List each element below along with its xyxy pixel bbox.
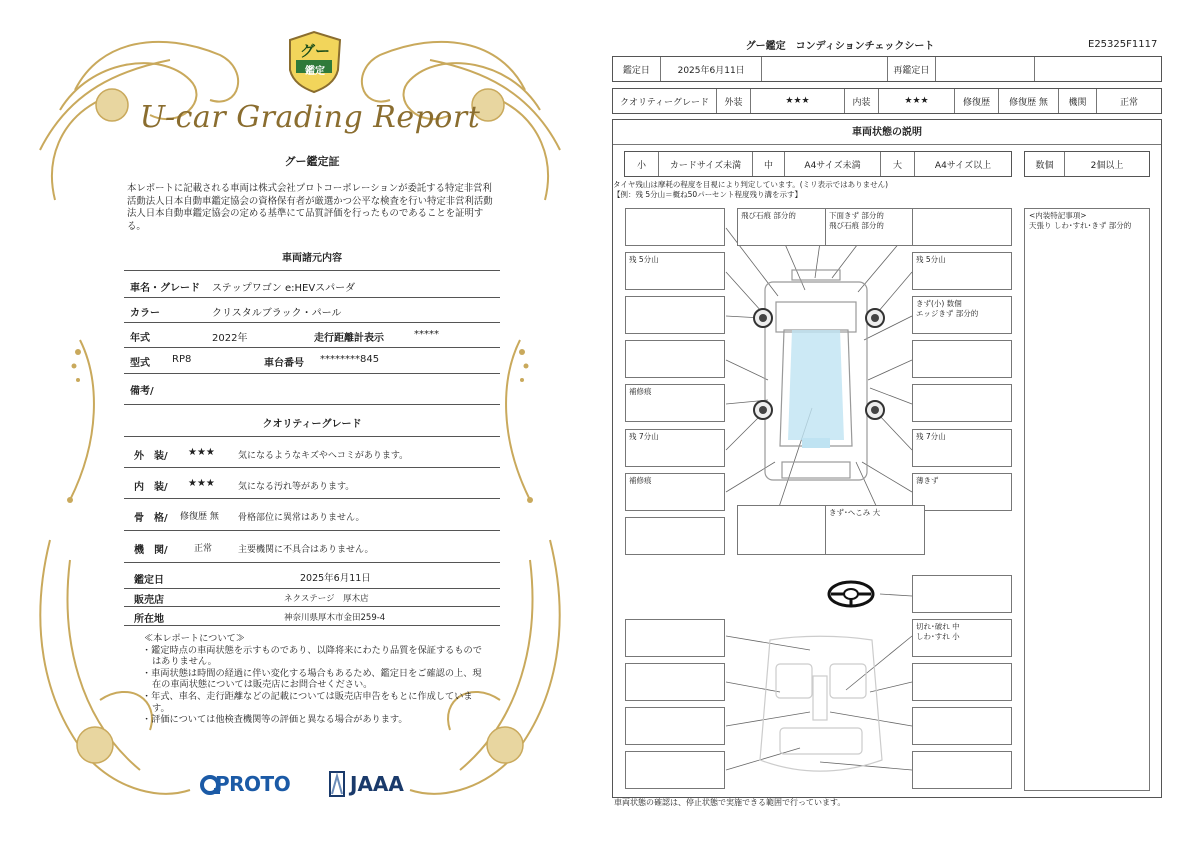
count-label: 数個 (1025, 152, 1065, 176)
interior-notes (1024, 208, 1150, 791)
quality-row-interior (124, 468, 500, 499)
notice-item-3: ・年式、車名、走行距離などの記載については販売店申告をもとに作成しています。 (142, 690, 473, 714)
exterior-value: ★★★ (751, 89, 845, 113)
box-right-tire-rear (912, 429, 1012, 467)
box-left-tire-rear (625, 429, 725, 467)
box-front-left (625, 208, 725, 246)
box-left-repair-1 (625, 384, 725, 422)
address-label: 所在地 (134, 614, 164, 625)
box-top-2-text: 下面きず 部分的 飛び石痕 部分的 (829, 211, 884, 230)
condition-check-sheet (600, 0, 1200, 848)
jaaa-logo: JAAA (350, 772, 404, 796)
size-small: 小 (625, 152, 659, 176)
box-wheel (912, 575, 1012, 613)
report-script-title: U-car Grading Report (139, 100, 481, 135)
box-right-light-text: 薄きず (916, 476, 939, 485)
quality-interior-label: 内 装/ (134, 482, 168, 493)
appraisal-date-value: 2025年6月11日 (300, 573, 371, 584)
box-rear-center (737, 505, 837, 555)
exterior-label: 外装 (717, 89, 751, 113)
box-right-tire-rear-text: 残 7分山 (916, 432, 946, 441)
box-right-scratch (912, 296, 1012, 334)
quality-engine-label: 機 関/ (134, 545, 168, 556)
address-value: 神奈川県厚木市金田259-4 (284, 613, 386, 623)
box-right-light (912, 473, 1012, 511)
box-int-right-4 (912, 751, 1012, 789)
date-blank (762, 57, 888, 81)
box-left-tire-front-text: 残 5分山 (629, 255, 659, 264)
box-int-left-1 (625, 619, 725, 657)
spec-vin-label: 車台番号 (264, 358, 304, 369)
quality-frame-comment: 骨格部位に異常はありません。 (238, 513, 365, 523)
quality-row-engine (124, 531, 500, 563)
dealer-value: ネクステージ 厚木店 (284, 594, 369, 604)
sheet-footer: 車両状態の確認は、停止状態で実施できる範囲で行っています。 (614, 798, 846, 807)
box-right-tire-front (912, 252, 1012, 290)
spec-row-model (124, 348, 500, 374)
spec-model-label: 型式 (130, 358, 150, 369)
sheet-id: E25325F1117 (1088, 39, 1158, 50)
spec-row-color (124, 298, 500, 323)
spec-name-value: ステップワゴン e:HEVスパーダ (212, 283, 356, 294)
jaaa-logo-icon (326, 770, 348, 798)
spec-top-rule (124, 270, 500, 271)
spec-color-value: クリスタルブラック・パール (212, 308, 342, 319)
reappraisal-label: 再鑑定日 (888, 57, 936, 81)
box-rear-dent (825, 505, 925, 555)
box-left-tire-rear-text: 残 7分山 (629, 432, 659, 441)
quality-frame-grade: 修復歴 無 (180, 512, 219, 522)
appraisal-date-label: 鑑定日 (134, 575, 164, 586)
reappraisal-blank (1035, 57, 1161, 81)
box-int-left-2 (625, 663, 725, 701)
spec-color-label: カラー (130, 308, 160, 319)
report-notice (140, 633, 490, 726)
notes-title: <内装特記事項> (1029, 211, 1087, 220)
quality-frame-label: 骨 格/ (134, 513, 168, 524)
box-wheel-damage (912, 619, 1012, 657)
repair-value: 修復歴 無 (999, 89, 1059, 113)
spec-vin-value: ********845 (320, 354, 380, 365)
spec-row-name (124, 272, 500, 298)
quality-row-frame (124, 499, 500, 531)
box-top-1 (737, 208, 837, 246)
proto-logo: PROTO (215, 772, 291, 796)
certificate-description: 本レポートに記載される車両は株式会社プロトコーポレーションが委託する特定非営利活動法人日本自動車鑑定協会の資格保有者が厳選かつ公平な検査を行い特定非営利活動法人日本自動車鑑定協会の定める基準にて品質評価を行ったものであることを証明する。 (127, 183, 493, 232)
interior-label: 内装 (845, 89, 879, 113)
date-value: 2025年6月11日 (661, 57, 763, 81)
interior-value: ★★★ (879, 89, 955, 113)
box-left-repair-2-text: 補修痕 (629, 476, 652, 485)
size-legend-table (624, 151, 1012, 177)
box-left-tire-front (625, 252, 725, 290)
spec-model-value: RP8 (172, 354, 192, 365)
quality-engine-comment: 主要機関に不具合はありません。 (238, 545, 374, 555)
grade-table (612, 88, 1162, 114)
box-right-4 (912, 340, 1012, 378)
tire-note-line-2: 【例：残 5分山＝概ね50パーセント程度残り溝を示す】 (613, 190, 803, 199)
date-table (612, 56, 1162, 82)
box-int-right-2 (912, 663, 1012, 701)
engine-label: 機関 (1059, 89, 1097, 113)
quality-exterior-comment: 気になるようなキズやヘコミがあります。 (238, 451, 409, 461)
repair-label: 修復歴 (955, 89, 999, 113)
spec-section-title: 車両諸元内容 (282, 253, 342, 264)
size-mid: 中 (753, 152, 785, 176)
spec-year-label: 年式 (130, 333, 150, 344)
spec-mileage-label: 走行距離計表示 (314, 333, 384, 344)
quality-section-title: クオリティーグレード (262, 419, 362, 430)
box-right-tire-front-text: 残 5分山 (916, 255, 946, 264)
spec-row-remarks (124, 374, 500, 405)
dealer-label: 販売店 (134, 595, 164, 606)
box-left-repair-1-text: 補修痕 (629, 387, 652, 396)
certificate-title: グー鑑定証 (284, 155, 340, 168)
box-front-right (912, 208, 1012, 246)
box-right-scratch-text: きず(小) 数個 エッジきず 部分的 (916, 299, 979, 318)
notice-item-2: ・車両状態は時間の経過に伴い変化する場合もあるため、鑑定日をご確認の上、現在の車両状態については販売店にお問合せください。 (142, 667, 482, 691)
quality-title-row (124, 405, 500, 437)
size-large: 大 (881, 152, 915, 176)
size-small-desc: カードサイズ未満 (659, 152, 753, 176)
spec-year-value: 2022年 (212, 333, 248, 344)
box-rear-left (625, 517, 725, 555)
quality-exterior-label: 外 装/ (134, 451, 168, 462)
box-int-left-4 (625, 751, 725, 789)
box-left-3 (625, 296, 725, 334)
spec-name-label: 車名・グレード (130, 283, 200, 294)
tire-note-line-1: タイヤ残山は摩耗の程度を目視により判定しています。(ミリ表示ではありません) (613, 180, 889, 189)
count-legend-table (1024, 151, 1150, 177)
engine-value: 正常 (1119, 97, 1138, 108)
dealer-row (124, 589, 500, 607)
date-label: 鑑定日 (613, 57, 661, 81)
appraisal-date-row (124, 563, 500, 589)
box-int-left-3 (625, 707, 725, 745)
box-top-2 (825, 208, 925, 246)
quality-exterior-grade: ★★★ (188, 447, 215, 458)
size-large-desc: A4サイズ以上 (934, 160, 992, 171)
notice-item-1: ・鑑定時点の車両状態を示すものであり、以降将来にわたり品質を保証するものではありません。 (142, 644, 482, 668)
address-row (124, 607, 500, 626)
grade-label: クオリティーグレード (613, 89, 717, 113)
quality-interior-grade: ★★★ (188, 478, 215, 489)
box-wheel-damage-text: 切れ･破れ 中 しわ･すれ 小 (916, 622, 960, 641)
badge-logo-sub: 鑑定 (305, 66, 325, 77)
quality-row-exterior (124, 437, 500, 468)
quality-interior-comment: 気になる汚れ等があります。 (238, 482, 355, 492)
panel-title: 車両状態の説明 (613, 120, 1161, 145)
quality-engine-grade: 正常 (194, 544, 213, 554)
spec-row-year (124, 323, 500, 348)
notice-item-4: ・評価については他検査機関等の評価と異なる場合があります。 (142, 714, 408, 726)
count-desc: 2個以上 (1090, 160, 1124, 171)
box-right-5 (912, 384, 1012, 422)
spec-remarks-label: 備考/ (130, 386, 154, 397)
tire-note (613, 180, 888, 200)
reappraisal-value (936, 57, 1036, 81)
size-mid-desc: A4サイズ未満 (785, 152, 881, 176)
box-int-right-3 (912, 707, 1012, 745)
notes-body: 天張り しわ･すれ･きず 部分的 (1029, 221, 1132, 230)
notice-title: ≪本レポートについて≫ (144, 633, 245, 644)
box-left-4 (625, 340, 725, 378)
badge-logo-text: グー (299, 42, 330, 60)
box-left-repair-2 (625, 473, 725, 511)
sheet-title: グー鑑定 コンディションチェックシート (745, 41, 935, 52)
spec-mileage-value: ***** (414, 329, 439, 340)
box-rear-dent-text: きず･へこみ 大 (829, 508, 881, 517)
box-top-1-text: 飛び石痕 部分的 (741, 211, 796, 220)
